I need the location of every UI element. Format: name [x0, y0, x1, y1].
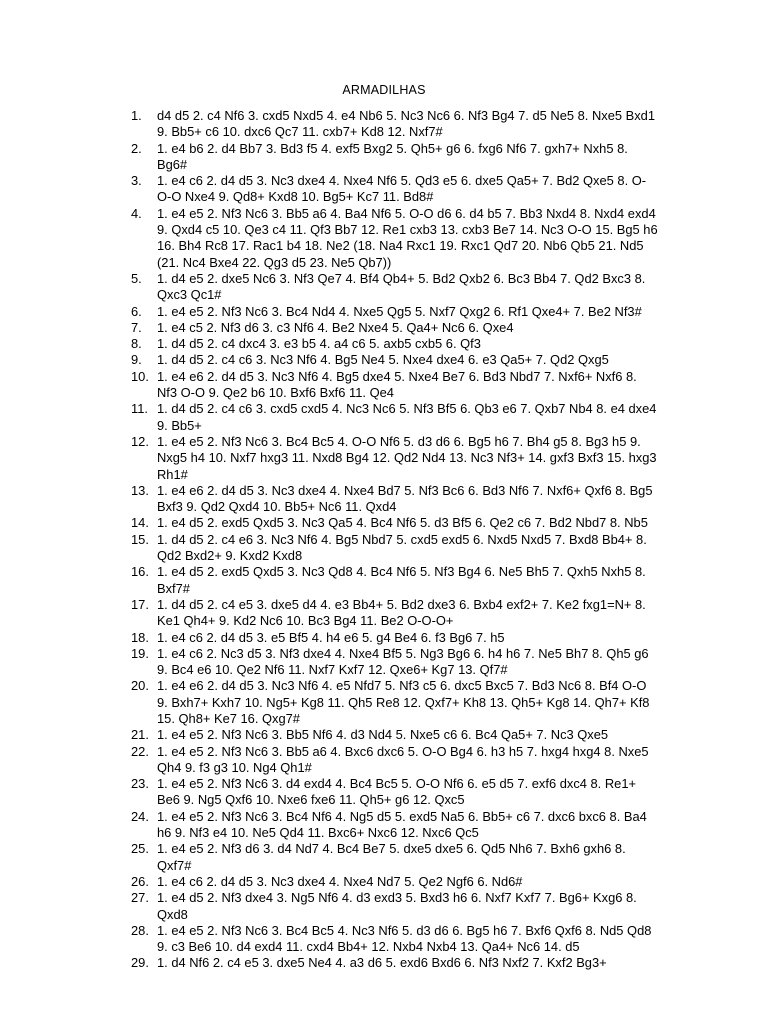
list-item — [131, 483, 663, 516]
move-line: 1. d4 d5 2. c4 e6 3. Nc3 Nf6 4. Bg5 Nbd7 5. cxd5 exd5 6. Nxd5 Nxd5 7. Bxd8 Bb4+ 8. — [157, 531, 647, 547]
move-line: 1. e4 e6 2. d4 d5 3. Nc3 Nf6 4. Bg5 dxe4 5. Nxe4 Be7 6. Bd3 Nbd7 7. Nxf6+ Nxf6 8. — [157, 368, 637, 384]
move-line: Nxg5 h4 10. Nxf7 hxg3 11. Nxd8 Bg4 12. Qd2 Nd4 13. Nc3 Nf3+ 14. gxf3 Bxf3 15. hxg3 — [157, 450, 657, 466]
item-moves — [157, 727, 663, 743]
move-line: 1. e4 c6 2. d4 d5 3. Nc3 dxe4 4. Nxe4 Nd7 5. Qe2 Ngf6 6. Nd6# — [157, 873, 523, 889]
move-line: 9. Bb5+ — [157, 417, 202, 433]
move-line: 1. e4 e5 2. Nf3 d6 3. d4 Nd7 4. Bc4 Be7 5. dxe5 dxe5 6. Qd5 Nh6 7. Bxh6 gxh6 8. — [157, 841, 626, 857]
move-line: 9. Bc4 e6 10. Qe2 Nf6 11. Nxf7 Kxf7 12. Qxe6+ Kg7 13. Qf7# — [157, 662, 508, 678]
list-item — [131, 630, 663, 646]
move-line: 1. e4 e6 2. d4 d5 3. Nc3 dxe4 4. Nxe4 Bd7 5. Nf3 Bc6 6. Bd3 Nf6 7. Nxf6+ Qxf6 8. Bg5 — [157, 482, 653, 498]
list-item — [131, 352, 663, 368]
move-line: 16. Bh4 Rc8 17. Rac1 b4 18. Ne2 (18. Na4 Rxc1 19. Rxc1 Qd7 20. Nb6 Qb5 21. Nd5 — [157, 238, 644, 254]
move-line: 1. d4 Nf6 2. c4 e5 3. dxe5 Ne4 4. a3 d6 5. exd6 Bxd6 6. Nf3 Nxf2 7. Kxf2 Bg3+ — [157, 955, 607, 971]
item-moves — [157, 271, 663, 304]
move-line: 1. d4 d5 2. c4 dxc4 3. e3 b5 4. a4 c6 5. axb5 cxb5 6. Qf3 — [157, 336, 481, 352]
item-number: 26. — [131, 873, 149, 889]
item-moves — [157, 515, 663, 531]
list-item — [131, 401, 663, 434]
move-line: h6 9. Nf3 e4 10. Ne5 Qd4 11. Bxc6+ Nxc6 12. Nxc6 Qc5 — [157, 825, 479, 841]
item-number: 27. — [131, 890, 149, 906]
item-number: 17. — [131, 596, 149, 612]
item-number: 10. — [131, 368, 149, 384]
list-item — [131, 304, 663, 320]
move-line: Rh1# — [157, 466, 188, 482]
move-line: 15. Qh8+ Ke7 16. Qxg7# — [157, 710, 300, 726]
move-line: Ke1 Qh4+ 9. Kd2 Nc6 10. Bc3 Bg4 11. Be2 O-O-O+ — [157, 613, 454, 629]
move-line: 1. e4 d5 2. exd5 Qxd5 3. Nc3 Qa5 4. Bc4 Nf6 5. d3 Bf5 6. Qe2 c6 7. Bd2 Nbd7 8. Nb5 — [157, 515, 648, 531]
list-item — [131, 320, 663, 336]
item-number: 28. — [131, 922, 149, 938]
move-line: 1. d4 d5 2. c4 c6 3. Nc3 Nf6 4. Bg5 Ne4 5. Nxe4 dxe4 6. e3 Qa5+ 7. Qd2 Qxg5 — [157, 352, 609, 368]
move-line: 1. e4 c6 2. d4 d5 3. e5 Bf5 4. h4 e6 5. g4 Be4 6. f3 Bg6 7. h5 — [157, 629, 505, 645]
move-line: Nf3 O-O 9. Qe2 b6 10. Bxf6 Bxf6 11. Qe4 — [157, 385, 394, 401]
list-item — [131, 336, 663, 352]
move-line: Qh4 9. f3 g3 10. Ng4 Qh1# — [157, 759, 312, 775]
move-line: O-O Nxe4 9. Qd8+ Kxd8 10. Bg5+ Kc7 11. Bd8# — [157, 189, 434, 205]
item-moves — [157, 776, 663, 809]
list-item — [131, 532, 663, 565]
item-moves — [157, 141, 663, 174]
trap-list — [131, 108, 663, 972]
item-moves — [157, 336, 663, 352]
item-number: 5. — [131, 270, 142, 286]
move-line: 9. c3 Be6 10. d4 exd4 11. cxd4 Bb4+ 12. Nxb4 Nxb4 13. Qa4+ Nc6 14. d5 — [157, 939, 580, 955]
item-moves — [157, 369, 663, 402]
list-item — [131, 646, 663, 679]
item-number: 20. — [131, 678, 149, 694]
item-number: 8. — [131, 336, 142, 352]
list-item — [131, 369, 663, 402]
item-number: 29. — [131, 955, 149, 971]
list-item — [131, 955, 663, 971]
move-line: Qxc3 Qc1# — [157, 287, 222, 303]
move-line: 9. Qxd4 c5 10. Qe3 c4 11. Qf3 Bb7 12. Re1 cxb3 13. cxb3 Be7 14. Nc3 O-O 15. Bg5 h6 — [157, 222, 658, 238]
item-moves — [157, 532, 663, 565]
item-number: 7. — [131, 319, 142, 335]
item-number: 4. — [131, 205, 142, 221]
move-line: Be6 9. Ng5 Qxf6 10. Nxe6 fxe6 11. Qh5+ g6 12. Qxc5 — [157, 792, 465, 808]
item-number: 16. — [131, 564, 149, 580]
item-moves — [157, 744, 663, 777]
move-line: 1. d4 e5 2. dxe5 Nc6 3. Nf3 Qe7 4. Bf4 Qb4+ 5. Bd2 Qxb2 6. Bc3 Bb4 7. Qd2 Bxc3 8. — [157, 270, 646, 286]
item-moves — [157, 206, 663, 271]
list-item — [131, 744, 663, 777]
move-line: d4 d5 2. c4 Nf6 3. cxd5 Nxd5 4. e4 Nb6 5. Nc3 Nc6 6. Nf3 Bg4 7. d5 Ne5 8. Nxe5 Bxd1 — [157, 108, 656, 123]
list-item — [131, 841, 663, 874]
list-item — [131, 923, 663, 956]
item-moves — [157, 173, 663, 206]
item-moves — [157, 630, 663, 646]
item-moves — [157, 890, 663, 923]
item-moves — [157, 564, 663, 597]
list-item — [131, 434, 663, 483]
item-number: 3. — [131, 173, 142, 189]
move-line: 1. e4 e5 2. Nf3 Nc6 3. Bc4 Bc5 4. O-O Nf6 5. d3 d6 6. Bg5 h6 7. Bh4 g5 8. Bg3 h5 9. — [157, 433, 641, 449]
list-item — [131, 271, 663, 304]
move-line: 9. Bb5+ c6 10. dxc6 Qc7 11. cxb7+ Kd8 12. Nxf7# — [157, 124, 443, 140]
item-moves — [157, 434, 663, 483]
item-moves — [157, 923, 663, 956]
item-number: 2. — [131, 140, 142, 156]
item-number: 13. — [131, 482, 149, 498]
move-line: 1. e4 e5 2. Nf3 Nc6 3. Bc4 Nf6 4. Ng5 d5 5. exd5 Na5 6. Bb5+ c6 7. dxc6 bxc6 8. Ba4 — [157, 808, 647, 824]
item-number: 21. — [131, 727, 149, 743]
item-moves — [157, 841, 663, 874]
item-number: 14. — [131, 515, 149, 531]
move-line: 1. e4 c5 2. Nf3 d6 3. c3 Nf6 4. Be2 Nxe4 5. Qa4+ Nc6 6. Qxe4 — [157, 319, 514, 335]
list-item — [131, 776, 663, 809]
list-item — [131, 890, 663, 923]
move-line: 1. e4 d5 2. exd5 Qxd5 3. Nc3 Qd8 4. Bc4 Nf6 5. Nf3 Bg4 6. Ne5 Bh5 7. Qxh5 Nxh5 8. — [157, 564, 646, 580]
move-line: Qxf7# — [157, 857, 192, 873]
list-item — [131, 597, 663, 630]
item-moves — [157, 678, 663, 727]
move-line: 1. d4 d5 2. c4 e5 3. dxe5 d4 4. e3 Bb4+ 5. Bd2 dxe3 6. Bxb4 exf2+ 7. Ke2 fxg1=N+ 8. — [157, 596, 646, 612]
list-item — [131, 515, 663, 531]
move-line: (21. Nc4 Bxe4 22. Qg3 d5 23. Ne5 Qb7)) — [157, 254, 392, 270]
item-number: 15. — [131, 531, 149, 547]
item-moves — [157, 874, 663, 890]
move-line: 1. d4 d5 2. c4 c6 3. cxd5 cxd5 4. Nc3 Nc6 5. Nf3 Bf5 6. Qb3 e6 7. Qxb7 Nb4 8. e4 dxe4 — [157, 401, 657, 417]
move-line: 1. e4 e5 2. Nf3 Nc6 3. d4 exd4 4. Bc4 Bc5 5. O-O Nf6 6. e5 d5 7. exf6 dxc4 8. Re1+ — [157, 776, 637, 792]
item-moves — [157, 320, 663, 336]
list-item — [131, 874, 663, 890]
list-item — [131, 141, 663, 174]
item-number: 24. — [131, 808, 149, 824]
item-number: 18. — [131, 629, 149, 645]
item-moves — [157, 352, 663, 368]
item-moves — [157, 955, 663, 971]
item-number: 25. — [131, 841, 149, 857]
move-line: 1. e4 b6 2. d4 Bb7 3. Bd3 f5 4. exf5 Bxg2 5. Qh5+ g6 6. fxg6 Nf6 7. gxh7+ Nxh5 8. — [157, 140, 628, 156]
move-line: 1. e4 e5 2. Nf3 Nc6 3. Bb5 a6 4. Ba4 Nf6 5. O-O d6 6. d4 b5 7. Bb3 Nxd4 8. Nxd4 exd4 — [157, 205, 656, 221]
move-line: 1. e4 e5 2. Nf3 Nc6 3. Bb5 a6 4. Bxc6 dxc6 5. O-O Bg4 6. h3 h5 7. hxg4 hxg4 8. Nxe5 — [157, 743, 649, 759]
item-moves — [157, 809, 663, 842]
item-number: 11. — [131, 401, 148, 417]
move-line: Bxf7# — [157, 580, 190, 596]
list-item — [131, 206, 663, 271]
move-line: Qd2 Bxd2+ 9. Kxd2 Kxd8 — [157, 548, 303, 564]
move-line: 1. e4 e5 2. Nf3 Nc6 3. Bc4 Bc5 4. Nc3 Nf6 5. d3 d6 6. Bg5 h6 7. Bxf6 Qxf6 8. Nd5 Qd8 — [157, 922, 652, 938]
move-line: 9. Bxh7+ Kxh7 10. Ng5+ Kg8 11. Qh5 Re8 12. Qxf7+ Kh8 13. Qh5+ Kg8 14. Qh7+ Kf8 — [157, 694, 650, 710]
move-line: Qxd8 — [157, 906, 188, 922]
item-moves — [157, 597, 663, 630]
move-line: 1. e4 e5 2. Nf3 Nc6 3. Bb5 Nf6 4. d3 Nd4 5. Nxe5 c6 6. Bc4 Qa5+ 7. Nc3 Qxe5 — [157, 727, 609, 743]
item-number: 12. — [131, 433, 149, 449]
move-line: Bxf3 9. Qd2 Qxd4 10. Bb5+ Nc6 11. Qxd4 — [157, 499, 397, 515]
list-item — [131, 173, 663, 206]
item-number: 9. — [131, 352, 142, 368]
item-moves — [157, 401, 663, 434]
item-moves — [157, 646, 663, 679]
item-number: 23. — [131, 776, 149, 792]
list-item — [131, 809, 663, 842]
list-item — [131, 678, 663, 727]
move-line: 1. e4 e5 2. Nf3 Nc6 3. Bc4 Nd4 4. Nxe5 Qg5 5. Nxf7 Qxg2 6. Rf1 Qxe4+ 7. Be2 Nf3# — [157, 303, 642, 319]
move-line: Bg6# — [157, 156, 188, 172]
page-title: ARMADILHAS — [342, 83, 426, 97]
item-moves — [157, 483, 663, 516]
item-moves — [157, 108, 663, 141]
list-item — [131, 564, 663, 597]
move-line: 1. e4 c6 2. d4 d5 3. Nc3 dxe4 4. Nxe4 Nf6 5. Qd3 e5 6. dxe5 Qa5+ 7. Bd2 Qxe5 8. O- — [157, 173, 647, 189]
list-item — [131, 727, 663, 743]
item-moves — [157, 304, 663, 320]
item-number: 22. — [131, 743, 149, 759]
item-number: 1. — [131, 108, 142, 123]
list-item — [131, 108, 663, 141]
move-line: 1. e4 e6 2. d4 d5 3. Nc3 Nf6 4. e5 Nfd7 5. Nf3 c5 6. dxc5 Bxc5 7. Bd3 Nc6 8. Bf4 O-O — [157, 678, 647, 694]
move-line: 1. e4 d5 2. Nf3 dxe4 3. Ng5 Nf6 4. d3 exd3 5. Bxd3 h6 6. Nxf7 Kxf7 7. Bg6+ Kxg6 8. — [157, 890, 637, 906]
item-number: 6. — [131, 303, 142, 319]
move-line: 1. e4 c6 2. Nc3 d5 3. Nf3 dxe4 4. Nxe4 Bf5 5. Ng3 Bg6 6. h4 h6 7. Ne5 Bh7 8. Qh5 g6 — [157, 645, 649, 661]
item-number: 19. — [131, 645, 149, 661]
